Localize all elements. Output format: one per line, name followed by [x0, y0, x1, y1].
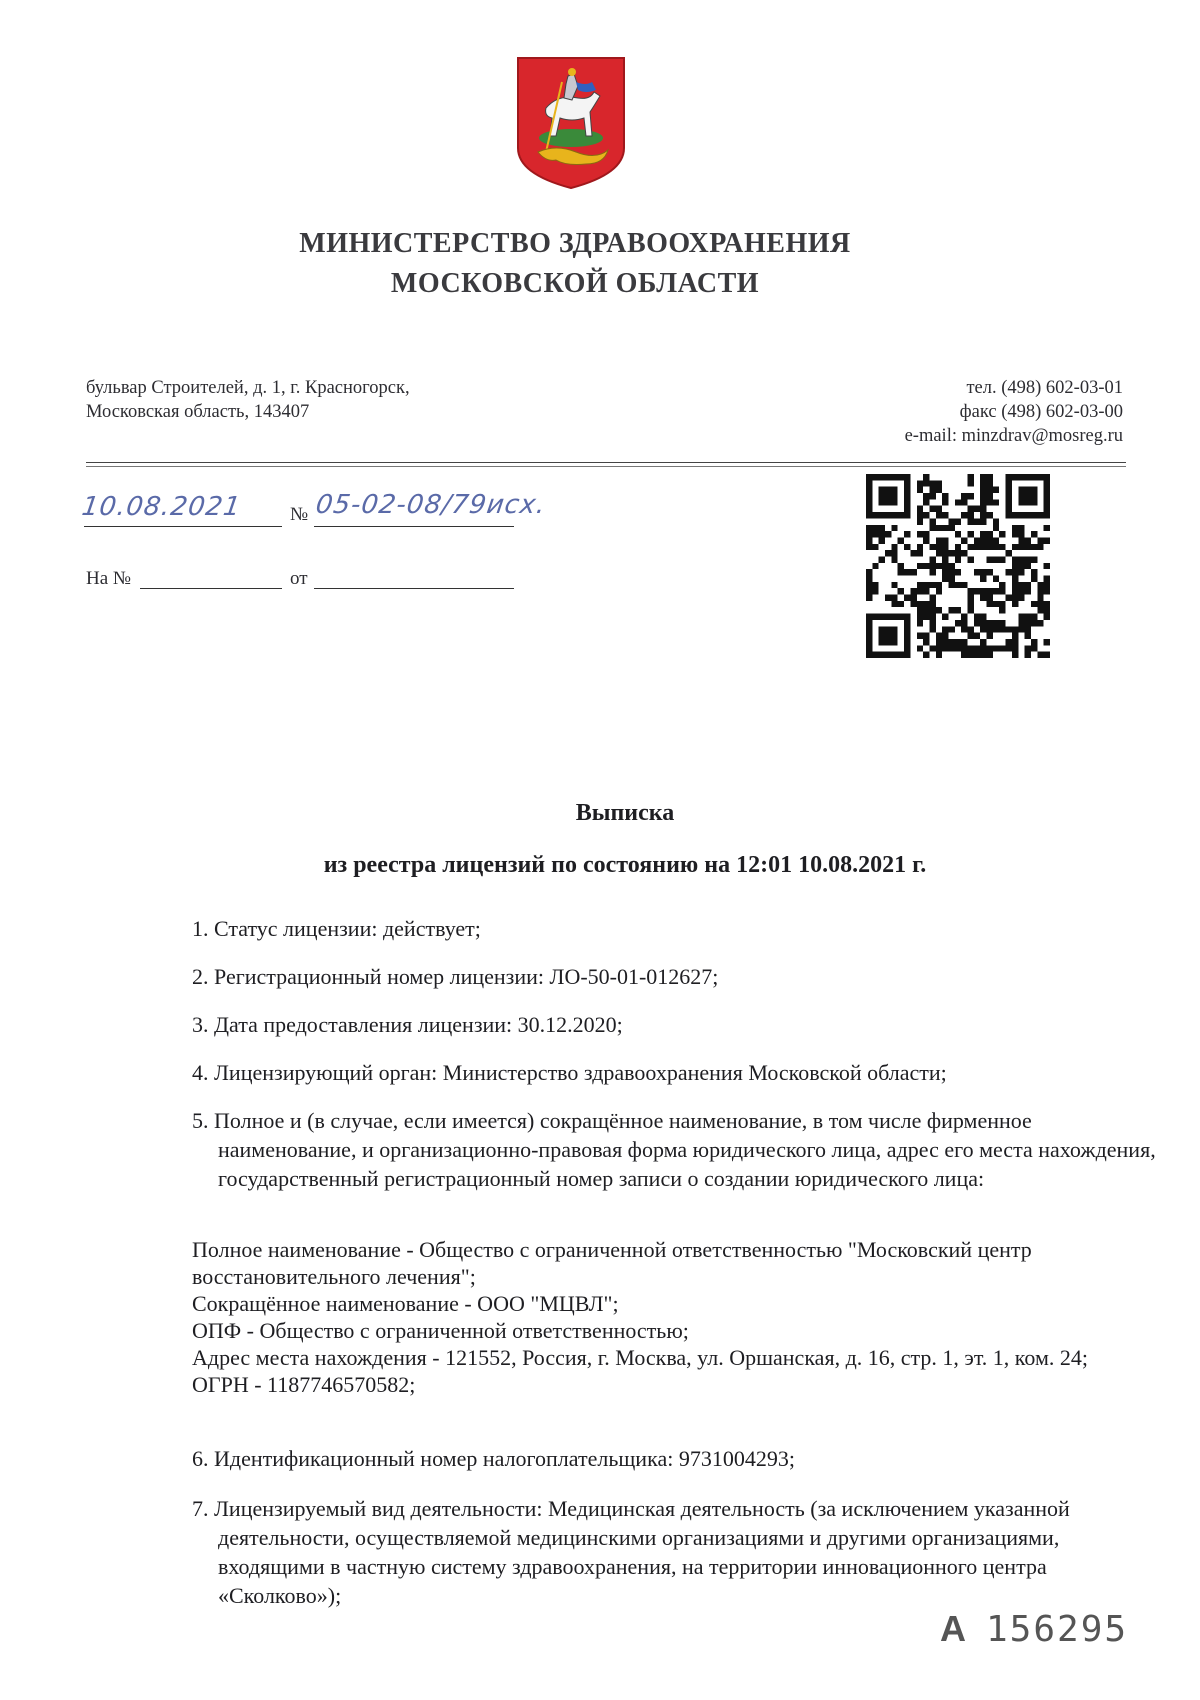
- qr-code: [866, 474, 1050, 658]
- form-serial-digits: 156295: [986, 1609, 1129, 1650]
- document-title: Выписка: [575, 800, 675, 826]
- from-label: от: [290, 568, 308, 589]
- email: e-mail: minzdrav@mosreg.ru: [904, 426, 1123, 446]
- organization-details: [192, 1236, 1142, 1398]
- ministry-name-line1: МИНИСТЕРСТВО ЗДРАВООХРАНЕНИЯ: [299, 228, 851, 259]
- header-divider: [86, 462, 1126, 463]
- form-serial-letter: А: [940, 1608, 968, 1649]
- item-tax-id: 6. Идентификационный номер налогоплательщика: 9731004293;: [192, 1446, 795, 1471]
- from-date-underline: [314, 586, 514, 589]
- number-label: №: [290, 504, 309, 525]
- contacts-block: [905, 376, 1123, 448]
- handwritten-date: 10.08.2021: [79, 492, 243, 522]
- item-organization-name-heading: 5. Полное и (в случае, если имеется) сокращённое наименование, в том числе фирменное наименование, и организационно-правовая форма юридического лица, адрес его места нахождения, государственный регистрационный номер записи о создании юридического лица:: [192, 1108, 1156, 1191]
- header-divider-thin: [86, 466, 1126, 467]
- date-underline: [84, 524, 282, 527]
- fax: факс (498) 602-03-00: [959, 402, 1123, 422]
- org-opf: ОПФ - Общество с ограниченной ответственностью;: [192, 1318, 689, 1343]
- item-licensing-authority: 4. Лицензирующий орган: Министерство здравоохранения Московской области;: [192, 1060, 947, 1085]
- item-registration-number: 2. Регистрационный номер лицензии: ЛО-50-01-012627;: [192, 964, 719, 989]
- org-address: Адрес места нахождения - 121552, Россия, г. Москва, ул. Оршанская, д. 16, стр. 1, эт. 1, ком. 24;: [192, 1345, 1088, 1370]
- form-serial-number: [940, 1608, 1128, 1650]
- moscow-oblast-coat-of-arms: [516, 56, 626, 190]
- phone: тел. (498) 602-03-01: [966, 378, 1123, 398]
- org-ogrn: ОГРН - 1187746570582;: [192, 1372, 416, 1397]
- item-license-status: 1. Статус лицензии: действует;: [192, 916, 481, 941]
- document-subtitle: из реестра лицензий по состоянию на 12:01 10.08.2021 г.: [323, 852, 927, 878]
- handwritten-number: 05-02-08/79исх.: [313, 490, 548, 520]
- org-full-name: Полное наименование - Общество с ограниченной ответственностью "Московский центр восстановительного лечения";: [192, 1237, 1032, 1289]
- address-line1: бульвар Строителей, д. 1, г. Красногорск,: [86, 378, 410, 398]
- reply-number-underline: [140, 586, 282, 589]
- reply-label: На №: [86, 568, 132, 589]
- ministry-name-line2: МОСКОВСКОЙ ОБЛАСТИ: [390, 268, 760, 299]
- address-line2: Московская область, 143407: [86, 402, 310, 422]
- item-licensed-activity: 7. Лицензируемый вид деятельности: Медицинская деятельность (за исключением указанной деятельности, осуществляемой медицинскими организациями и другими организациями, входящими в частную систему здравоохранения, на территории инновационного центра «Сколково»);: [192, 1496, 1070, 1608]
- item-issue-date: 3. Дата предоставления лицензии: 30.12.2020;: [192, 1012, 623, 1037]
- org-short-name: Сокращённое наименование - ООО "МЦВЛ";: [192, 1291, 619, 1316]
- address-block: [86, 376, 410, 424]
- number-underline: [314, 524, 514, 527]
